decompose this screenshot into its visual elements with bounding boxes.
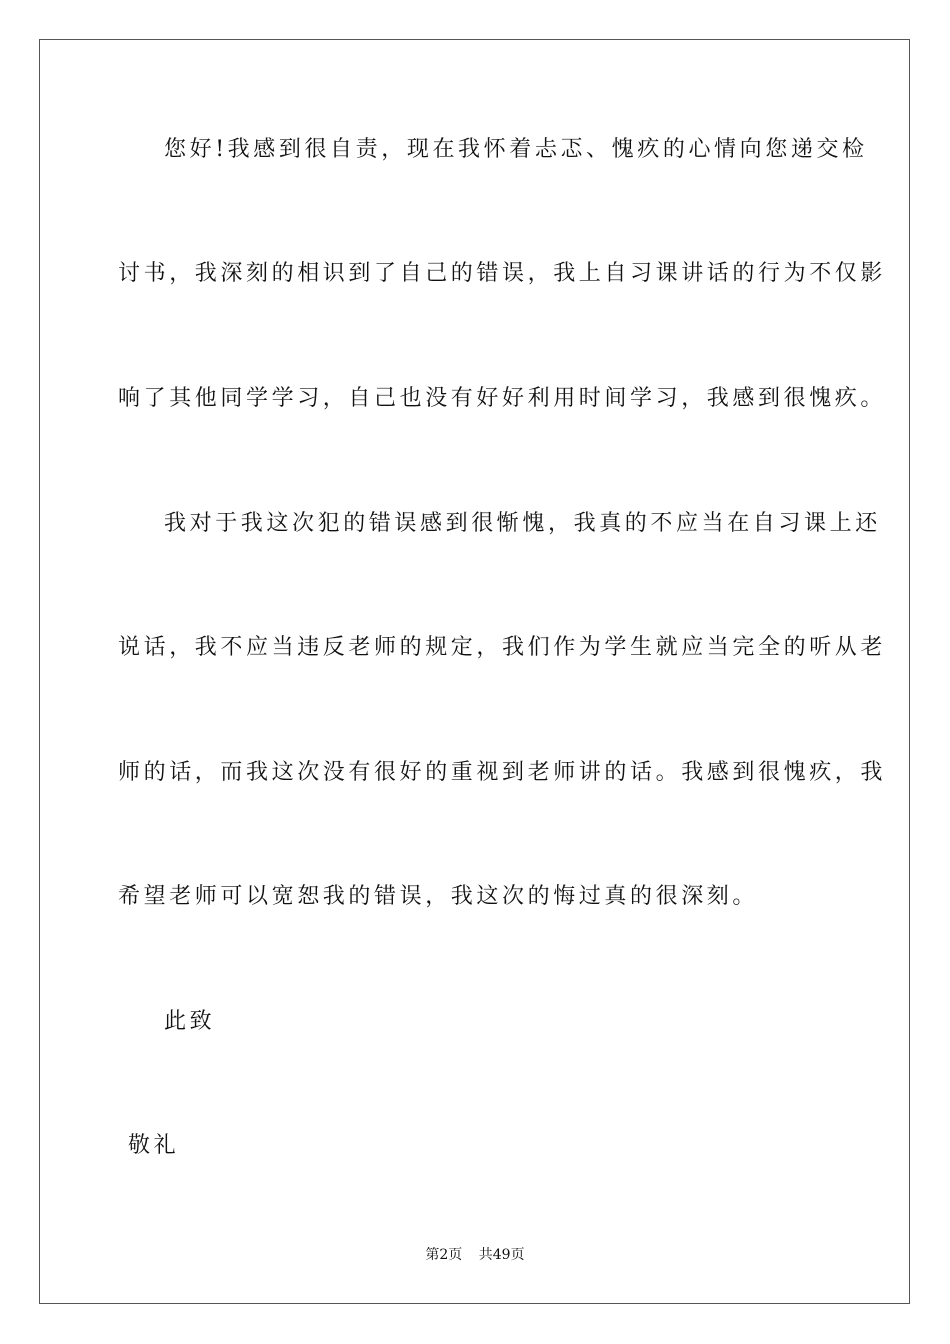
closing-text: 此致 xyxy=(164,1009,216,1034)
page-frame xyxy=(39,39,910,1304)
page-footer xyxy=(0,1245,950,1265)
paragraph-2-line-2: 说话，我不应当违反老师的规定，我们作为学生就应当完全的听从老 xyxy=(118,635,887,660)
page-number: 第2页 xyxy=(425,1247,463,1263)
paragraph-2-line-1: 我对于我这次犯的错误感到很惭愧，我真的不应当在自习课上还 xyxy=(164,511,881,536)
page-total: 共49页 xyxy=(478,1247,525,1263)
paragraph-2-line-4: 希望老师可以宽恕我的错误，我这次的悔过真的很深刻。 xyxy=(118,884,759,909)
paragraph-2-line-3: 师的话，而我这次没有很好的重视到老师讲的话。我感到很愧疚，我 xyxy=(118,760,887,785)
paragraph-1-line-3: 响了其他同学学习，自己也没有好好利用时间学习，我感到很愧疚。 xyxy=(118,386,887,411)
paragraph-1-line-1: 您好!我感到很自责，现在我怀着忐忑、愧疚的心情向您递交检 xyxy=(164,137,868,162)
paragraph-1-line-2: 讨书，我深刻的相识到了自己的错误，我上自习课讲话的行为不仅影 xyxy=(118,261,887,286)
salutation-text: 敬礼 xyxy=(128,1133,180,1158)
